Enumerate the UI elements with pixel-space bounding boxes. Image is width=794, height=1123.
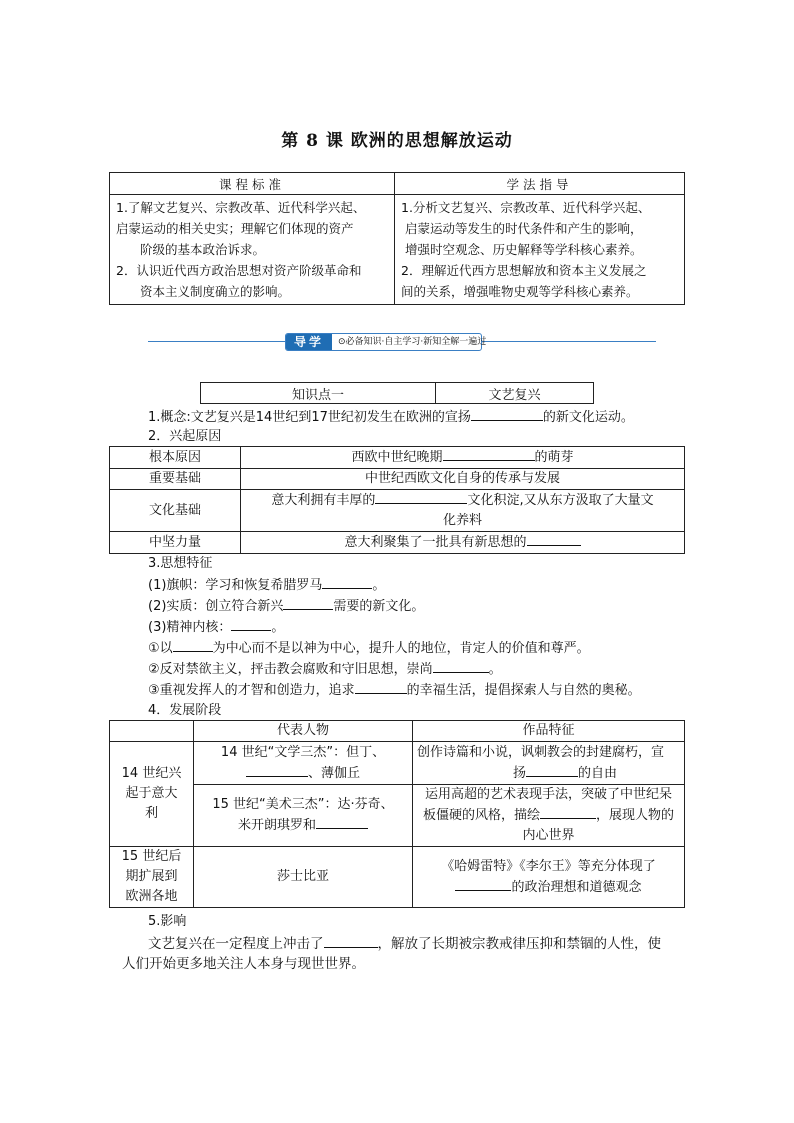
stage-label-line: 起于意大 (125, 786, 178, 801)
influence-heading: 5.影响 (148, 914, 187, 929)
guidance-line: 间的关系，增强唯物史观等学科核心素养。 (401, 284, 639, 299)
stages-table (109, 720, 685, 908)
feature-text: 。 (488, 662, 502, 677)
feature-text: (3)精神内核： (148, 620, 232, 635)
cause-content: 中世纪西欧文化自身的传承与发展 (241, 469, 685, 490)
guide-banner (148, 333, 656, 349)
works-text: 《哈姆雷特》《李尔王》等充分体现了 (441, 858, 656, 874)
feature-text: ①以 (148, 641, 173, 656)
fill-blank[interactable] (527, 532, 581, 546)
fill-blank[interactable] (324, 934, 378, 948)
fill-blank[interactable] (375, 490, 467, 504)
cause-label: 中坚力量 (110, 532, 241, 554)
guidance-line: 1.分析文艺复兴、宗教改革、近代科学兴起、 (401, 200, 651, 215)
works-text: 的自由 (578, 765, 618, 781)
knowledge-point-table (200, 382, 594, 404)
fill-blank[interactable] (540, 805, 596, 819)
works-text: 扬 (513, 765, 527, 781)
feature-text: (1)旗帜：学习和恢复希腊罗马 (148, 578, 323, 593)
knowledge-point-topic: 文艺复兴 (436, 383, 594, 404)
fill-blank[interactable] (443, 447, 535, 461)
fill-blank[interactable] (173, 638, 213, 652)
fill-blank[interactable] (471, 407, 543, 421)
people-text: 米开朗琪罗和 (237, 818, 316, 833)
concept-line (148, 407, 634, 427)
feature-text: (2)实质：创立符合新兴 (148, 599, 284, 614)
standards-head: 课程标准 (110, 173, 395, 195)
works-text: ，展现人物的 (596, 808, 675, 823)
influence-line-1 (148, 934, 661, 954)
feature-text: ③重视发挥人的才智和创造力，追求 (148, 683, 355, 698)
people-text: 14 世纪“文学三杰”：但丁、 (220, 744, 386, 760)
cause-text: 化养料 (442, 513, 482, 528)
stage-label-line: 利 (144, 806, 158, 821)
fill-blank[interactable] (455, 877, 511, 891)
guidance-line: 2．理解近代西方思想解放和资本主义发展之 (401, 263, 647, 278)
guidance-head: 学法指导 (395, 173, 685, 195)
cause-text: 意大利拥有丰厚的 (271, 493, 376, 508)
feature-text: 的幸福生活，提倡探索人与自然的奥秘。 (406, 683, 641, 698)
works-cell (413, 785, 685, 847)
fill-blank[interactable] (246, 763, 308, 777)
influence-text: 文艺复兴在一定程度上冲击了 (148, 936, 324, 952)
causes-table (109, 446, 685, 554)
influence-text: ，解放了长期被宗教戒律压抑和禁锢的人性，使 (377, 936, 661, 952)
fill-blank[interactable] (283, 596, 333, 610)
banner-subtitle: ⊙必备知识·自主学习·新知全解一遍过 (338, 337, 487, 347)
people-head: 代表人物 (194, 721, 413, 742)
people-text: 、薄伽丘 (307, 765, 360, 781)
standards-line: 1.了解文艺复兴、宗教改革、近代科学兴起、 (116, 200, 366, 215)
cause-text: 西欧中世纪晚期 (351, 450, 443, 465)
cause-content (241, 447, 685, 469)
fill-blank[interactable] (231, 617, 271, 631)
banner-tag (285, 333, 487, 351)
feature-text: 为中心而不是以神为中心，提升人的地位，肯定人的价值和尊严。 (212, 641, 590, 656)
stage-label-line: 期扩展到 (125, 869, 178, 884)
stages-heading: 4．发展阶段 (148, 703, 222, 718)
feature-core (148, 617, 284, 637)
cause-content (241, 532, 685, 554)
standards-line: 资本主义制度确立的影响。 (140, 284, 291, 299)
feature-flag (148, 575, 385, 595)
cause-label: 文化基础 (110, 490, 241, 532)
cause-label: 根本原因 (110, 447, 241, 469)
fill-blank[interactable] (526, 763, 578, 777)
knowledge-point-label: 知识点一 (201, 383, 436, 404)
feature-text: 。 (271, 620, 285, 635)
guidance-body (395, 195, 685, 305)
guide-badge: 导学 (286, 334, 332, 350)
features-heading: 3.思想特征 (148, 556, 213, 571)
works-head: 作品特征 (413, 721, 685, 742)
standards-body (110, 195, 395, 305)
people-text: 15 世纪“美术三杰”：达·芬奇、 (212, 797, 394, 812)
cause-text: 意大利聚集了一批具有新思想的 (344, 535, 527, 550)
works-text: 创作诗篇和小说，讽刺教会的封建腐朽，宣 (417, 744, 665, 760)
fill-blank[interactable] (355, 680, 407, 694)
fill-blank[interactable] (433, 659, 489, 673)
works-text: 内心世界 (522, 828, 575, 843)
stage-label-line: 欧洲各地 (125, 889, 178, 904)
banner-rule-left (148, 341, 285, 342)
causes-heading: 2．兴起原因 (148, 429, 222, 444)
works-text: 的政治理想和道德观念 (511, 879, 642, 895)
lesson-title: 第 8 课 欧洲的思想解放运动 (281, 131, 513, 151)
works-cell (413, 847, 685, 908)
guidance-line: 增强时空观念、历史解释等学科核心素养。 (405, 242, 643, 257)
standards-table (109, 172, 685, 305)
works-text: 运用高超的艺术表现手法，突破了中世纪呆 (424, 787, 672, 802)
stage-corner (110, 721, 194, 742)
cause-label: 重要基础 (110, 469, 241, 490)
feature-text: ②反对禁欲主义，抨击教会腐败和守旧思想，崇尚 (148, 662, 433, 677)
stage-label (110, 847, 194, 908)
concept-suffix: 的新文化运动。 (542, 410, 634, 425)
guidance-line: 启蒙运动等发生的时代条件和产生的影响， (405, 221, 643, 236)
fill-blank[interactable] (322, 575, 372, 589)
feature-point-3 (148, 680, 641, 700)
feature-point-1 (148, 638, 590, 658)
feature-text: 需要的新文化。 (333, 599, 425, 614)
feature-essence (148, 596, 424, 616)
people-cell (194, 742, 413, 785)
people-cell (194, 785, 413, 847)
works-cell (413, 742, 685, 785)
stage-label-line: 15 世纪后 (121, 849, 182, 864)
cause-text: 文化积淀,又从东方汲取了大量文 (467, 493, 654, 508)
cause-text: 的萌芽 (534, 450, 574, 465)
people-cell: 莎士比亚 (194, 847, 413, 908)
concept-prefix: 1.概念:文艺复兴是14世纪到17世纪初发生在欧洲的宣扬 (148, 410, 471, 425)
standards-line: 启蒙运动的相关史实；理解它们体现的资产 (116, 221, 354, 236)
stage-label (110, 742, 194, 847)
feature-point-2 (148, 659, 502, 679)
standards-line: 2．认识近代西方政治思想对资产阶级革命和 (116, 263, 362, 278)
works-text: 板僵硬的风格，描绘 (422, 808, 540, 823)
stage-label-line: 14 世纪兴 (121, 766, 182, 781)
cause-content (241, 490, 685, 532)
banner-rule-right (482, 341, 656, 342)
fill-blank[interactable] (316, 815, 368, 829)
standards-line: 阶级的基本政治诉求。 (140, 242, 266, 257)
influence-line-2: 人们开始更多地关注人本身与现世世界。 (122, 956, 365, 972)
feature-text: 。 (372, 578, 386, 593)
